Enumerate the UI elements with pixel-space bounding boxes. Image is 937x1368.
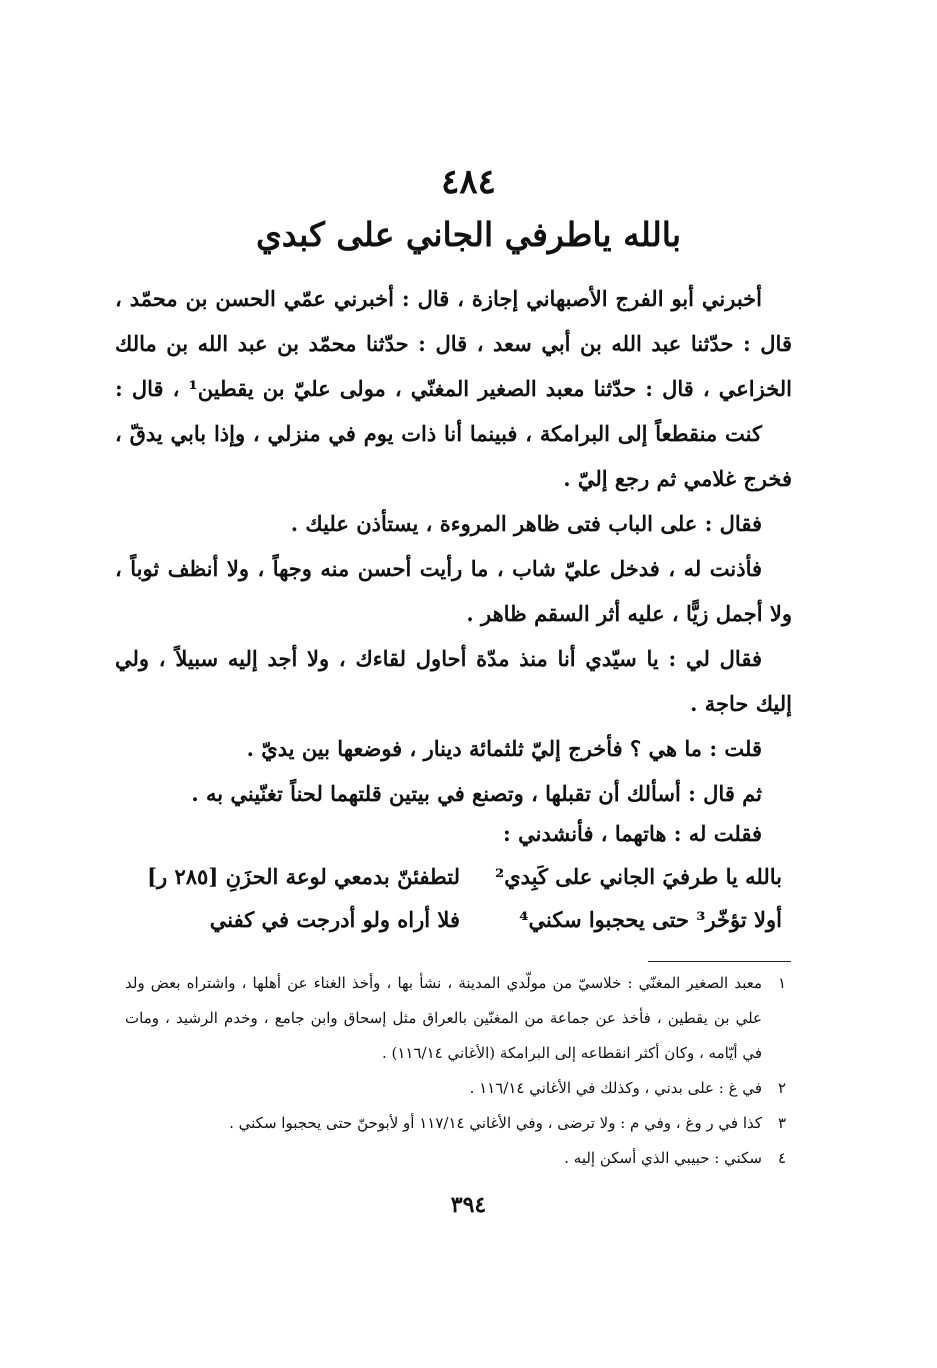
body-line: إليك حاجة .: [690, 691, 792, 716]
footnote-separator: [648, 961, 791, 962]
page-number: ٣٩٤: [450, 1192, 487, 1218]
body-line: قلت : ما هي ؟ فأخرج إليّ ثلثمائة دينار ، فوضعها بين يديّ .: [246, 736, 762, 761]
body-line: الخزاعي ، قال : حدّثنا معبد الصغير المغنّي ، مولى عليّ بن يقطين¹ ، قال :: [115, 376, 792, 401]
verse-first-hemistich: أولا تؤخّر³ حتى يحجبوا سكني⁴: [519, 907, 782, 932]
body-line: ولا أجمل زيًّا ، عليه أثر السقم ظاهر .: [466, 601, 792, 626]
footnote-line: كذا في ر وغ ، وفي م : ولا ترضى ، وفي الأغاني ١١٧/١٤ أو لأبوحنّ حتى يحجبوا سكني .: [229, 1114, 762, 1132]
body-line: فخرج غلامي ثم رجع إليّ .: [563, 466, 792, 491]
footnote-line: سكني : حبيبي الذي أسكن إليه .: [564, 1149, 762, 1167]
body-line: قال : حدّثنا عبد الله بن أبي سعد ، قال : حدّثنا محمّد بن عبد الله بن مالك: [115, 331, 792, 356]
entry-number: ٤٨٤: [441, 162, 496, 202]
body-line: أخبرني أبو الفرج الأصبهاني إجازة ، قال : أخبرني عمّي الحسن بن محمّد ،: [115, 286, 762, 311]
footnote-line: علي بن يقطين ، فأخذ عن جماعة من المغنّين بالعراق مثل إسحاق وابن جامع ، وخدم الرشيد ، ومات: [125, 1009, 762, 1027]
verse-first-hemistich: بالله يا طرفيَ الجاني على كَبِدي²: [494, 864, 782, 889]
verse-second-hemistich: فلا أراه ولو أدرجت في كفني: [209, 907, 460, 932]
footnote-line: معبد الصغير المغنّي : خلاسيّ من مولّدي المدينة ، نشأ بها ، وأخذ الغناء عن أهلها ، واشتراه بعض ولد: [125, 974, 762, 992]
footnote-number: ١: [777, 974, 787, 992]
body-line: كنت منقطعاً إلى البرامكة ، فبينما أنا ذات يوم في منزلي ، وإذا بابي يدقّ ،: [115, 421, 762, 446]
footnote-line: في أيّامه ، وكان أكثر انقطاعه إلى البرامكة (الأغاني ١١٦/١٤) .: [381, 1044, 762, 1062]
body-line: فأذنت له ، فدخل عليّ شاب ، ما رأيت أحسن منه وجهاً ، ولا أنظف ثوباً ،: [115, 556, 762, 581]
body-line: فقال لي : يا سيّدي أنا منذ مدّة أحاول لقاءك ، ولا أجد إليه سبيلاً ، ولي: [115, 646, 762, 671]
footnote-number: ٣: [777, 1114, 787, 1132]
body-line: فقلت له : هاتهما ، فأنشدني :: [503, 821, 762, 846]
body-line: ثم قال : أسألك أن تقبلها ، وتصنع في بيتين قلتهما لحناً تغنّيني به .: [191, 781, 762, 806]
footnote-number: ٤: [777, 1149, 787, 1167]
entry-title: بالله ياطرفي الجاني على كبدي: [255, 215, 682, 254]
footnote-number: ٢: [777, 1079, 787, 1097]
body-line: فقال : على الباب فتى ظاهر المروءة ، يستأذن عليك .: [290, 511, 762, 536]
footnote-line: في غ : على بدني ، وكذلك في الأغاني ١١٦/١٤ .: [469, 1079, 762, 1097]
verse-second-hemistich: لتطفئنّ بدمعي لوعة الحزَنِ [٢٨٥ ر]: [147, 864, 460, 889]
